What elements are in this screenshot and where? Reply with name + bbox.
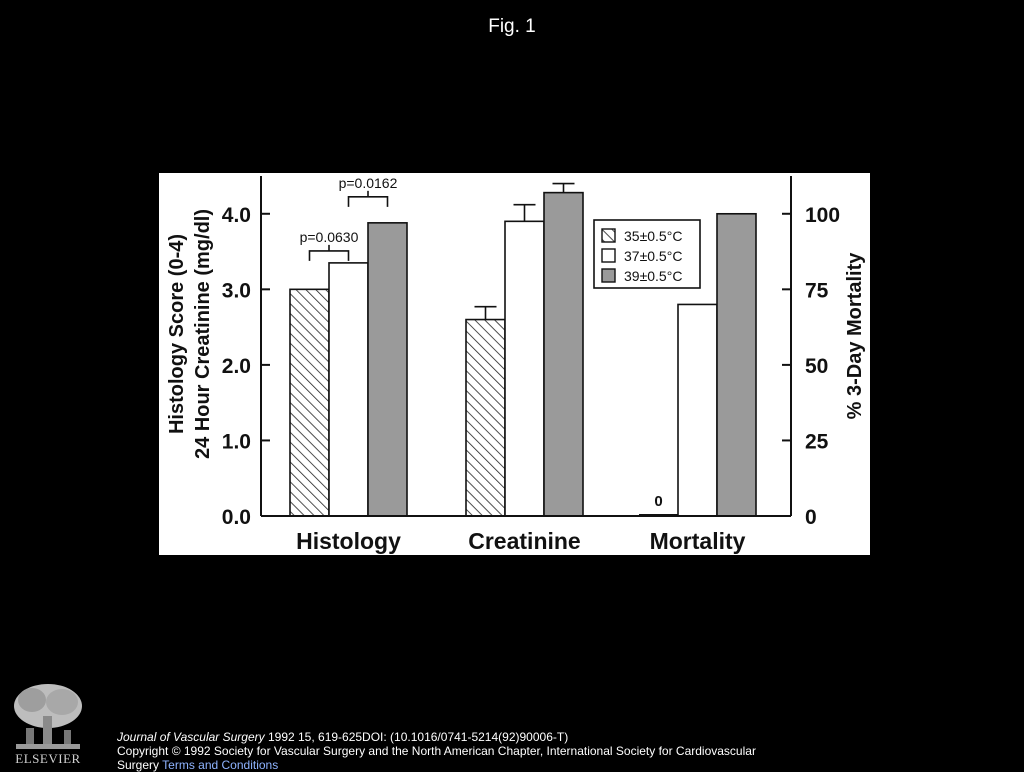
bar-creatinine-2 xyxy=(544,193,583,516)
significance-bracket xyxy=(310,251,349,261)
terms-link[interactable]: Terms and Conditions xyxy=(162,758,279,772)
logo-text: ELSEVIER xyxy=(15,751,81,766)
bar-histology-2 xyxy=(368,223,407,516)
chart-panel xyxy=(159,173,870,555)
legend-label: 39±0.5°C xyxy=(624,268,683,284)
right-tick-label: 0 xyxy=(805,506,817,529)
left-tick-label: 3.0 xyxy=(221,279,251,303)
legend-swatch xyxy=(602,269,615,282)
legend-swatch xyxy=(602,229,615,242)
legend-label: 35±0.5°C xyxy=(624,228,683,244)
category-label-mortality: Mortality xyxy=(649,528,746,554)
legend-swatch xyxy=(602,249,615,262)
citation xyxy=(117,730,757,772)
citation-line xyxy=(117,730,757,744)
copyright-text: Copyright © 1992 Society for Vascular Surgery and the North American Chapter, International Society for Cardiovascular Surgery xyxy=(117,744,756,772)
category-label-histology: Histology xyxy=(296,528,401,554)
legend-label: 37±0.5°C xyxy=(624,248,683,264)
right-tick-label: 75 xyxy=(805,279,829,303)
p-value-label: p=0.0630 xyxy=(299,228,359,245)
bar-creatinine-1 xyxy=(505,221,544,516)
bar-mortality-1 xyxy=(678,304,717,516)
elsevier-logo xyxy=(10,682,86,766)
bar-value-label: 0 xyxy=(654,493,663,510)
right-tick-label: 100 xyxy=(805,203,841,227)
citation-details: 1992 15, 619-625DOI: (10.1016/0741-5214(92)90006-T) xyxy=(264,730,569,744)
right-tick-label: 50 xyxy=(805,354,829,378)
left-tick-label: 0.0 xyxy=(221,506,251,529)
p-value-label: p=0.0162 xyxy=(338,174,398,191)
left-tick-label: 1.0 xyxy=(221,430,251,454)
left-tick-label: 2.0 xyxy=(221,354,251,378)
right-axis-title: % 3-Day Mortality xyxy=(844,252,866,420)
bar-chart xyxy=(159,173,870,555)
bar-histology-1 xyxy=(329,263,368,516)
left-axis-title-line1: Histology Score (0-4) xyxy=(166,233,188,435)
figure-title: Fig. 1 xyxy=(488,16,536,37)
journal-name: Journal of Vascular Surgery xyxy=(117,730,265,744)
left-axis-title-line2: 24 Hour Creatinine (mg/dl) xyxy=(192,208,214,460)
bar-mortality-2 xyxy=(717,214,756,516)
category-label-creatinine: Creatinine xyxy=(468,528,581,554)
bar-histology-0 xyxy=(290,289,329,516)
left-tick-label: 4.0 xyxy=(221,203,251,227)
bar-creatinine-0 xyxy=(466,320,505,516)
significance-bracket xyxy=(349,197,388,207)
right-tick-label: 25 xyxy=(805,430,829,454)
